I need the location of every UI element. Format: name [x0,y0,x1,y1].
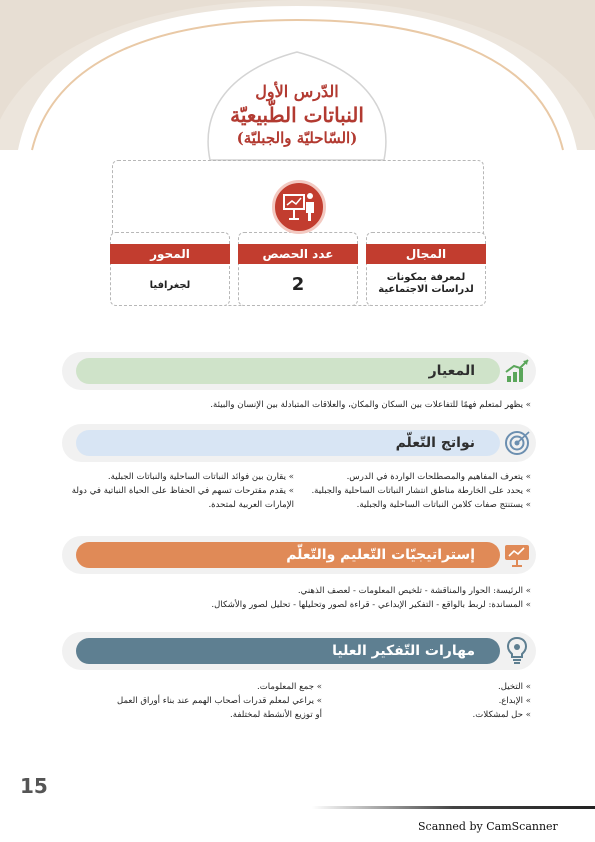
axis-card-label: المحور [110,244,230,264]
outcome-item: الإمارات العربية لمتحدة. [208,500,294,510]
domain-card-value-line2: لدراسات الاجتماعية [378,284,474,295]
domain-card-value [366,272,486,296]
outcome-item: » يتعرف المفاهيم والمصطلحات الواردة في الدرس. [346,472,531,482]
skills-right-list [371,680,531,722]
outcomes-left-list [62,470,294,512]
outcomes-right-list [291,470,531,512]
strategies-list [61,584,531,612]
outcome-item: » يقارن بين فوائد النباتات الساحلية والنباتات الجبلية. [107,472,294,482]
lightbulb-icon [502,635,532,665]
skill-item: » الإبداع. [498,696,531,706]
lesson-number: الدّرس الأول [255,82,339,101]
scanner-watermark: Scanned by CamScanner [418,820,558,833]
presentation-board-icon [502,540,532,570]
strategies-section-title: إستراتيجيّات التّعليم والتّعلّم [286,547,475,563]
strategy-item: » الرئيسة: الحوار والمناقشة - تلخيص المعلومات - لعصف الذهني. [297,586,531,596]
skill-item: » التخيل. [498,682,531,692]
presenter-icon [272,180,326,234]
footer-divider [312,806,595,809]
outcomes-section-title: نواتج التّعلّم [395,435,475,451]
outcome-item: » يحدد على الخارطة مناطق انتشار النباتات الساحلية والجبلية. [311,486,531,496]
skill-item: » جمع المعلومات. [256,682,322,692]
skills-left-list [62,680,322,722]
outcome-item: » يقدم مقترحات تسهم في الحفاظ على الحياة النباتية في دولة [71,486,294,496]
sessions-card-label: عدد الحصص [238,244,358,264]
sessions-card-value: 2 [291,274,305,295]
growth-chart-icon [502,356,532,386]
lesson-subtitle: (السّاحليّة والجبليّة) [236,129,358,147]
target-icon [502,428,532,458]
domain-card-value-line1: لمعرفة بمكونات [386,272,466,283]
skills-section-title: مهارات التّفكير العليا [332,643,475,659]
skill-item: » يراعي لمعلم قدرات أصحاب الهمم عند بناء أوراق العمل [116,696,322,706]
strategy-item: » المساندة: لربط بالواقع - التفكير الإبداعي - قراءة لصور وتحليلها - تحليل لصور والأشكال. [211,600,531,610]
lesson-title: النباتات الطّبيعيّة [230,103,364,127]
page-number: 15 [20,774,48,798]
skill-item: » حل لمشكلات. [472,710,531,720]
axis-card-value: لجغرافيا [149,280,191,291]
standard-bullet: » يظهر لمتعلم فهمًا للتفاعلات بين السكان والمكان، والعلاقات المتبادلة بين الإنسان والبيئة. [210,400,531,410]
skill-item: أو توزيع الأنشطة لمختلفة. [230,710,322,720]
outcome-item: » يستنتج صفات كلامن النباتات الساحلية والجبلية. [356,500,531,510]
standard-section-title: المعيار [428,363,475,379]
domain-card-label: المجال [366,244,486,264]
lesson-title-block [197,82,397,148]
